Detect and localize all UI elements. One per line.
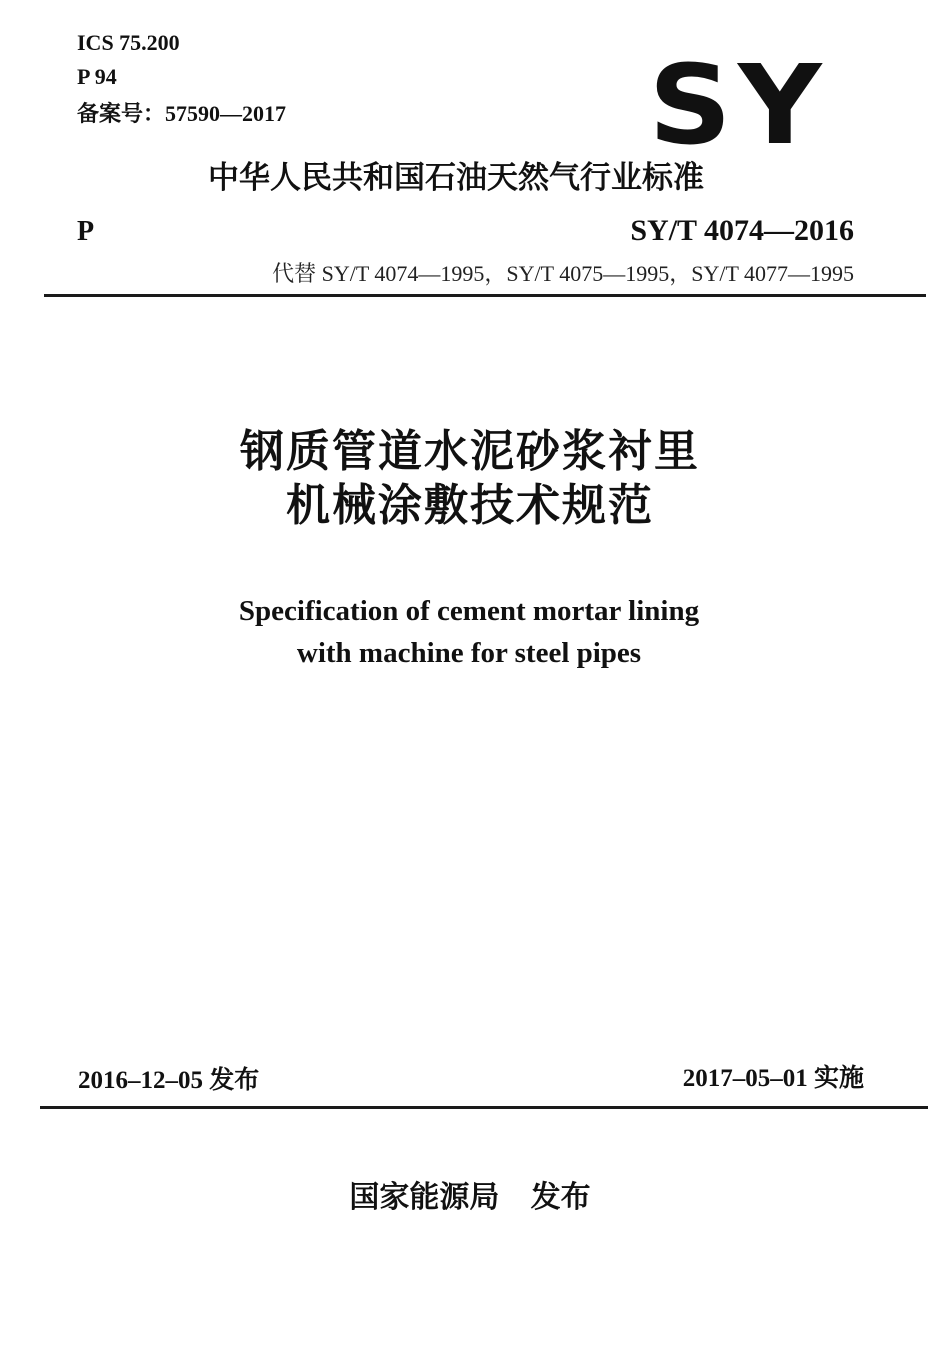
implementation-date: 2017–05–01 实施	[682, 1065, 864, 1092]
bottom-divider	[40, 1106, 928, 1109]
top-divider	[44, 294, 926, 297]
sy-logo: SY	[648, 41, 828, 169]
ics-code: ICS 75.200	[77, 30, 180, 55]
replaces-standards: 代替 SY/T 4074—1995，SY/T 4075—1995，SY/T 4077—1995	[272, 261, 854, 286]
industry-standard-title: 中华人民共和国石油天然气行业标准	[208, 160, 704, 196]
title-chinese-line2: 机械涂敷技术规范	[286, 480, 654, 531]
p-code: P 94	[77, 64, 117, 89]
publisher: 国家能源局 发布	[349, 1180, 591, 1215]
title-chinese	[0, 425, 940, 533]
standard-number: SY/T 4074—2016	[630, 214, 854, 247]
record-number: 备案号：57590—2017	[77, 101, 287, 126]
classification-letter: P	[77, 216, 95, 247]
title-chinese-line1: 钢质管道水泥砂浆衬里	[240, 426, 700, 477]
title-english-line2: with machine for steel pipes	[296, 637, 642, 669]
issue-date: 2016–12–05 发布	[78, 1067, 260, 1094]
title-english-line1: Specification of cement mortar lining	[238, 595, 700, 627]
title-english	[0, 590, 938, 674]
